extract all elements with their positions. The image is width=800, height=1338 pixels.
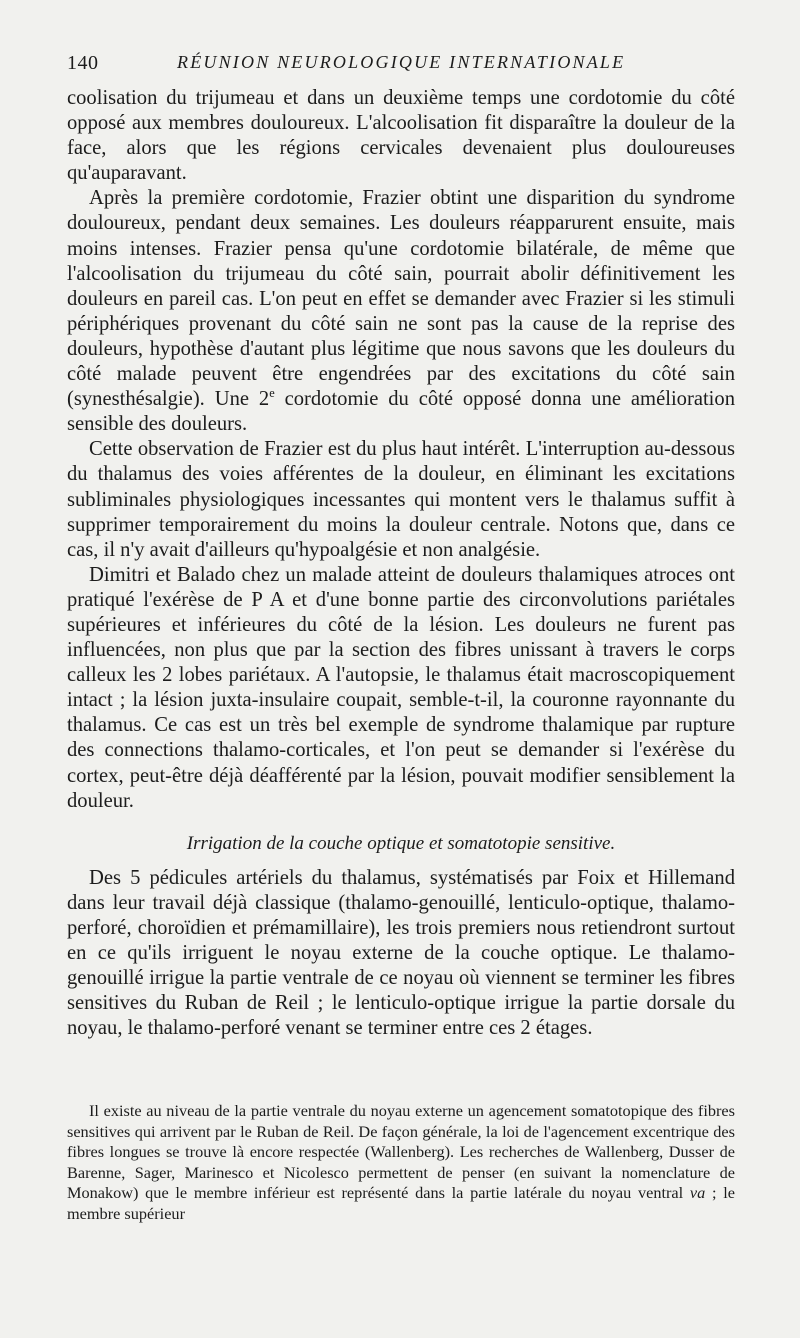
paragraph-2-tail: cordotomie du côté opposé donna une amélioration sensible des douleurs. xyxy=(67,388,735,436)
footnote-tail: ; le membre supérieur xyxy=(67,1183,735,1223)
footnote xyxy=(67,1101,735,1225)
page-header xyxy=(67,52,732,82)
footnote-italic-abbr: va xyxy=(689,1183,706,1203)
paragraph-4: Dimitri et Balado chez un malade atteint de douleurs thalamiques atroces ont pratiqué l'exérèse de P A et d'une bonne partie des circonvolutions pariétales supérieures et inférieures du côté de la lésion. Les douleurs ne furent pas influencées, non plus que par la section des fibres unissant à travers le corps calleux les 2 lobes pariétaux. A l'autopsie, le thalamus était macroscopiquement intact ; la lésion juxta-insulaire coupait, semble-t-il, la couronne rayonnante du thalamus. Ce cas est un très bel exemple de syndrome thalamique par rupture des connections thalamo-corticales, et l'on peut se demander si l'exérèse du cortex, peut-être déjà déafférenté par la lésion, pouvait modifier sensiblement la douleur. xyxy=(67,563,735,812)
paragraph-1: coolisation du trijumeau et dans un deuxième temps une cordotomie du côté opposé aux membres douloureux. L'alcoolisation fit disparaître la douleur de la face, alors que les régions cervicales devenaient plus douloureuses qu'auparavant. xyxy=(67,87,735,185)
running-title: RÉUNION NEUROLOGIQUE INTERNATIONALE xyxy=(177,52,626,72)
footnote-text: Il existe au niveau de la partie ventrale du noyau externe un agencement somatotopique des fibres sensitives qui arrivent par le Ruban de Reil. De façon générale, la loi de l'agencement excentrique des fibres longues se trouve là encore respectée (Wallenberg). Les recherches de Wallenberg, Dusser de Barenne, Sager, Marinesco et Nicolesco permettent de penser (en suivant la nomenclature de Monakow) que le membre inférieur est représenté dans la partie latérale du noyau ventral xyxy=(67,1101,735,1203)
paragraph-2 xyxy=(67,186,735,437)
main-text xyxy=(67,86,735,1041)
paragraph-3: Cette observation de Frazier est du plus haut intérêt. L'interruption au-dessous du thalamus des voies afférentes de la douleur, en éliminant les excitations subliminales physiologiques incessantes qui montent vers le thalamus suffit à supprimer temporairement du moins la douleur centrale. Notons que, dans ce cas, il n'y avait d'ailleurs qu'hypoalgésie et non analgésie. xyxy=(67,438,735,561)
ordinal-superscript: e xyxy=(269,386,275,401)
section-paragraph: Des 5 pédicules artériels du thalamus, systématisés par Foix et Hillemand dans leur travail déjà classique (thalamo-genouillé, lenticulo-optique, thalamo-perforé, choroïdien et prémamillaire), les trois premiers nous retiendront surtout en ce qu'ils irriguent le noyau externe de la couche optique. Le thalamo-genouillé irrigue la partie ventrale de ce noyau où viennent se terminer les fibres sensitives du Ruban de Reil ; le lenticulo-optique irrigue la partie dorsale du noyau, le thalamo-perforé venant se terminer entre ces 2 étages. xyxy=(67,866,735,1040)
page-number: 140 xyxy=(67,52,99,74)
paragraph-2-text: Après la première cordotomie, Frazier obtint une disparition du syndrome douloureux, pendant deux semaines. Les douleurs réapparurent ensuite, mais moins intenses. Frazier pensa qu'une cordotomie bilatérale, de même que l'alcoolisation du trijumeau du côté sain, pourrait abolir définitivement les douleurs en pareil cas. L'on peut en effet se demander avec Frazier si les stimuli périphériques provenant du côté sain ne sont pas la cause de la reprise des douleurs, hypothèse d'autant plus légitime que nous savons que les douleurs du côté malade peuvent être engendrées par des excitations du côté sain (synesthésalgie). Une 2 xyxy=(67,187,735,411)
section-heading: Irrigation de la couche optique et somatotopie sensitive. xyxy=(186,832,616,854)
